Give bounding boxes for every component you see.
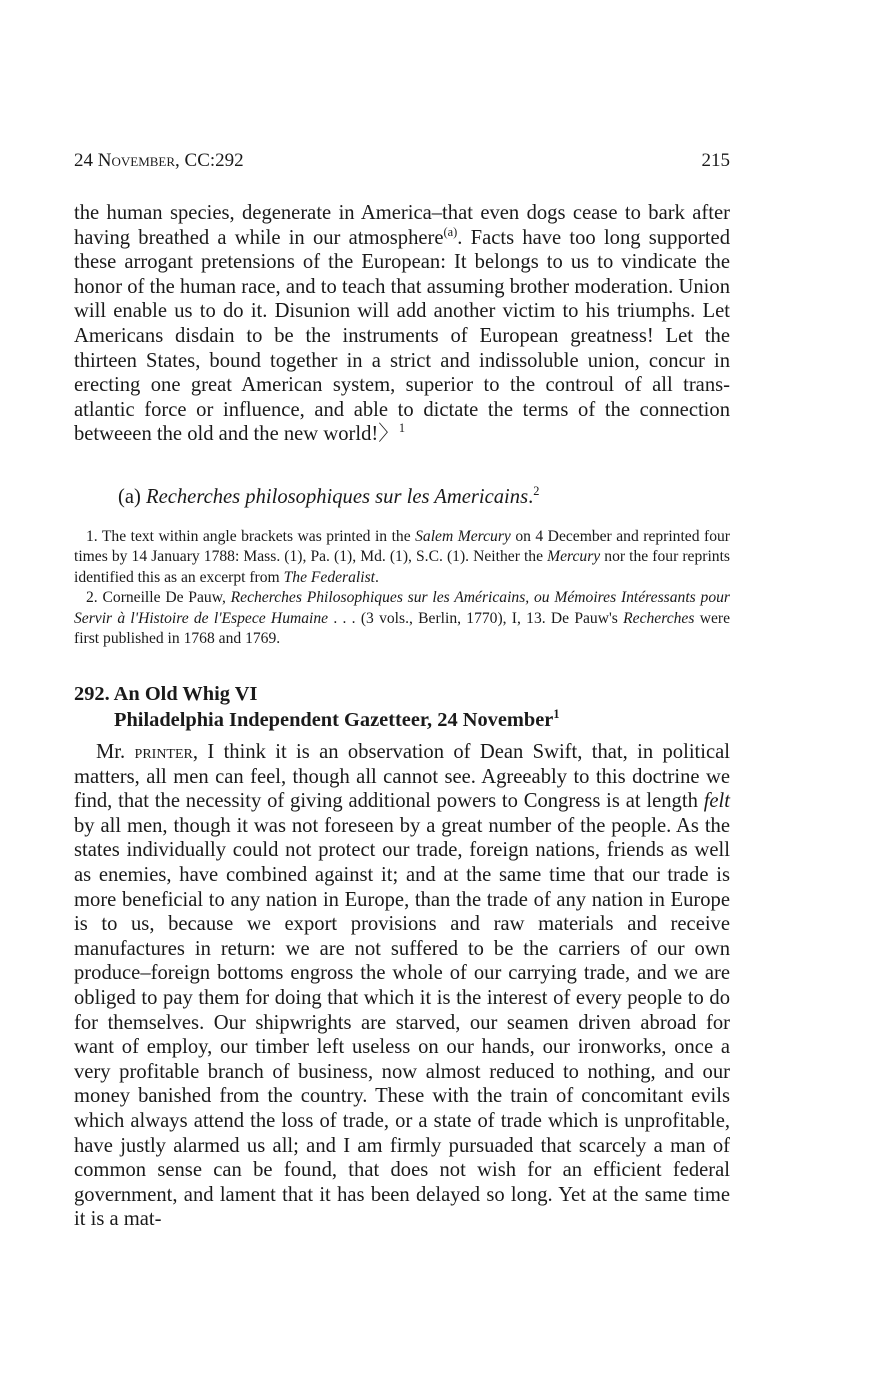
author-note — [118, 485, 718, 510]
letter-text-rest: by all men, though it was not foreseen by a great number of the people. As the states individually could not protect our trade, foreign nations, friends as well as enemies, have combined against it; and at the same time that our trade is more beneficial to any nation in Europe, than the trade of any nation in Europe is to us, because we export provisions and raw materials and receive manufactures in return: we are not suffered to be the carriers of our own produce–foreign bottoms engross the whole of our carrying trade, and we are obliged to pay them for doing that which it is the interest of every people to do for themselves. Our shipwrights are starved, our seamen driven abroad for want of employ, our timber left useless on our hands, our ironworks, once a very profitable branch of business, now almost reduced to nothing, and our money banished from the country. These with the train of concomitant evils which always attend the loss of trade, or a state of trade which is unprofitable, have justly alarmed us all; and I am firmly pursuaded that scarcely a man of common sense can be found, that does not wish for an efficient federal government, and lament that it has been delayed so long. Yet at the same time it is a mat- — [74, 814, 730, 1231]
continued-text: the human species, degenerate in America–that even dogs cease to bark after having breathed a while in our atmosphere — [74, 202, 730, 249]
footnote-1-end: . — [374, 568, 379, 586]
salutation-printer: printer — [134, 741, 193, 763]
note-a-marker: (a) — [443, 224, 458, 239]
footnote-2-end: were first published in 1768 and 1769. — [74, 609, 730, 648]
continued-text-rest: . Facts have too long supported these arrogant pretensions of the European: It belongs to us to vindicate the honor of the human race, and to teach that assuming brother moderation. Union will enable us to do it. Disunion will add another victim to his triumphs. Let Americans disdain to be the instruments of European greatness! Let the thirteen States, bound together in a strict and indissoluble union, concur in erecting one great American system, superior to the controul of all trans-atlantic force or influence, and able to dictate the terms of the connection betweeen the old and the new world!〉 — [74, 226, 730, 446]
footnote-1-text-3: nor the four reprints identified this as an excerpt from — [74, 548, 731, 586]
footnote-2 — [74, 588, 730, 649]
letter-emphasis: felt — [703, 790, 730, 813]
letter-body — [74, 740, 730, 1232]
footnotes — [74, 527, 730, 649]
author-note-label: (a) — [118, 486, 147, 508]
running-head-section: 24 November, CC:292 — [74, 150, 244, 171]
footnote-1-italic-mercury: Mercury — [547, 548, 601, 566]
footnote-2-italic-title: Recherches Philosophiques sur les Américains, ou Mémoires Intéressants pour Servir à l'Histoire de l'Espece Humaine — [74, 589, 730, 627]
continued-paragraph — [74, 201, 730, 447]
footnote-2-text-2: . . . (3 vols., Berlin, 1770), I, 13. De Pauw's — [328, 609, 624, 627]
author-note-end: . — [528, 486, 534, 508]
document-subtitle-line — [74, 707, 730, 733]
footnote-2-text: 2. Corneille De Pauw, — [86, 589, 231, 607]
footnote-1-text: 1. The text within angle brackets was printed in the — [86, 528, 416, 545]
page-number: 215 — [701, 150, 730, 171]
document-heading — [74, 681, 730, 733]
author-note-marker: 2 — [533, 484, 540, 499]
running-head — [74, 150, 730, 172]
letter-text: , I think it is an observation of Dean Swift, that, in political matters, all men can feel, though all cannot see. Agreeably to this doctrine we find, that the necessity of giving additional powers to Congress is at length — [74, 741, 730, 813]
author-note-title: Recherches philosophiques sur les Americains — [146, 486, 529, 508]
footnote-1-text-2: on 4 December and reprinted four times by 14 January 1788: Mass. (1), Pa. (1), Md. (1), S.C. (1). Neither the — [74, 528, 730, 566]
heading-marker: 1 — [553, 707, 560, 722]
salutation: Mr. — [96, 741, 135, 763]
footnote-1 — [74, 527, 730, 588]
document-title: 292. An Old Whig VI — [74, 683, 258, 705]
footnote-2-italic-recherches: Recherches — [623, 609, 695, 627]
footnote-1-italic-salem: Salem Mercury — [415, 528, 511, 545]
document-subtitle: Philadelphia Independent Gazetteer, 24 November — [114, 709, 554, 731]
footnote-1-italic-federalist: The Federalist — [283, 568, 375, 586]
endnote-marker: 1 — [398, 421, 406, 436]
